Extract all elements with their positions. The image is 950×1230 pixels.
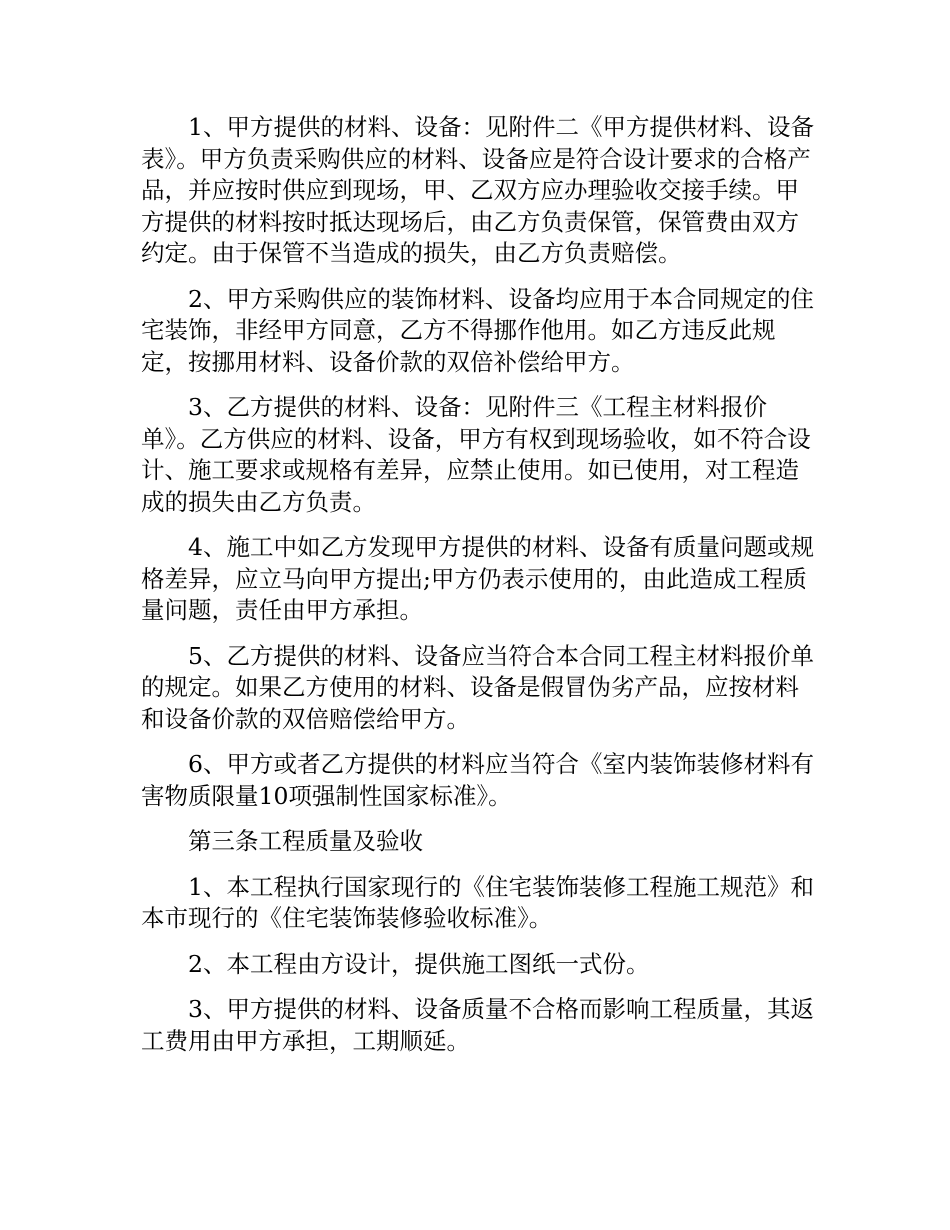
clause-1-paragraph: 1、甲方提供的材料、设备：见附件二《甲方提供材料、设备表》。甲方负责采购供应的材料、设备应是符合设计要求的合格产品，并应按时供应到现场，甲、乙双方应办理验收交接手续。甲方提供的材料按时抵达现场后，由乙方负责保管，保管费由双方约定。由于保管不当造成的损失，由乙方负责赔偿。 <box>141 113 814 267</box>
clause-6-paragraph: 6、甲方或者乙方提供的材料应当符合《室内装饰装修材料有害物质限量10项强制性国家标准》。 <box>141 750 814 810</box>
clause-5-paragraph: 5、乙方提供的材料、设备应当符合本合同工程主材料报价单的规定。如果乙方使用的材料、设备是假冒伪劣产品，应按材料和设备价款的双倍赔偿给甲方。 <box>141 641 814 733</box>
document-page <box>141 112 816 1071</box>
quality-clause-2-paragraph: 2、本工程由方设计，提供施工图纸一式份。 <box>188 949 650 978</box>
clause-4-paragraph: 4、施工中如乙方发现甲方提供的材料、设备有质量问题或规格差异，应立马向甲方提出;甲方仍表示使用的，由此造成工程质量问题，责任由甲方承担。 <box>141 533 814 624</box>
section-heading: 第三条工程质量及验收 <box>188 827 423 855</box>
clause-2-paragraph: 2、甲方采购供应的装饰材料、设备均应用于本合同规定的住宅装饰，非经甲方同意，乙方不得挪作他用。如乙方违反此规定，按挪用材料、设备价款的双倍补偿给甲方。 <box>141 284 814 376</box>
clause-3-paragraph: 3、乙方提供的材料、设备：见附件三《工程主材料报价单》。乙方供应的材料、设备，甲方有权到现场验收，如不符合设计、施工要求或规格有差异，应禁止使用。如已使用，对工程造成的损失由乙方负责。 <box>141 393 811 516</box>
quality-clause-1-paragraph: 1、本工程执行国家现行的《住宅装饰装修工程施工规范》和本市现行的《住宅装饰装修验收标准》。 <box>141 872 814 932</box>
quality-clause-3-paragraph: 3、甲方提供的材料、设备质量不合格而影响工程质量，其返工费用由甲方承担，工期顺延。 <box>141 995 814 1055</box>
